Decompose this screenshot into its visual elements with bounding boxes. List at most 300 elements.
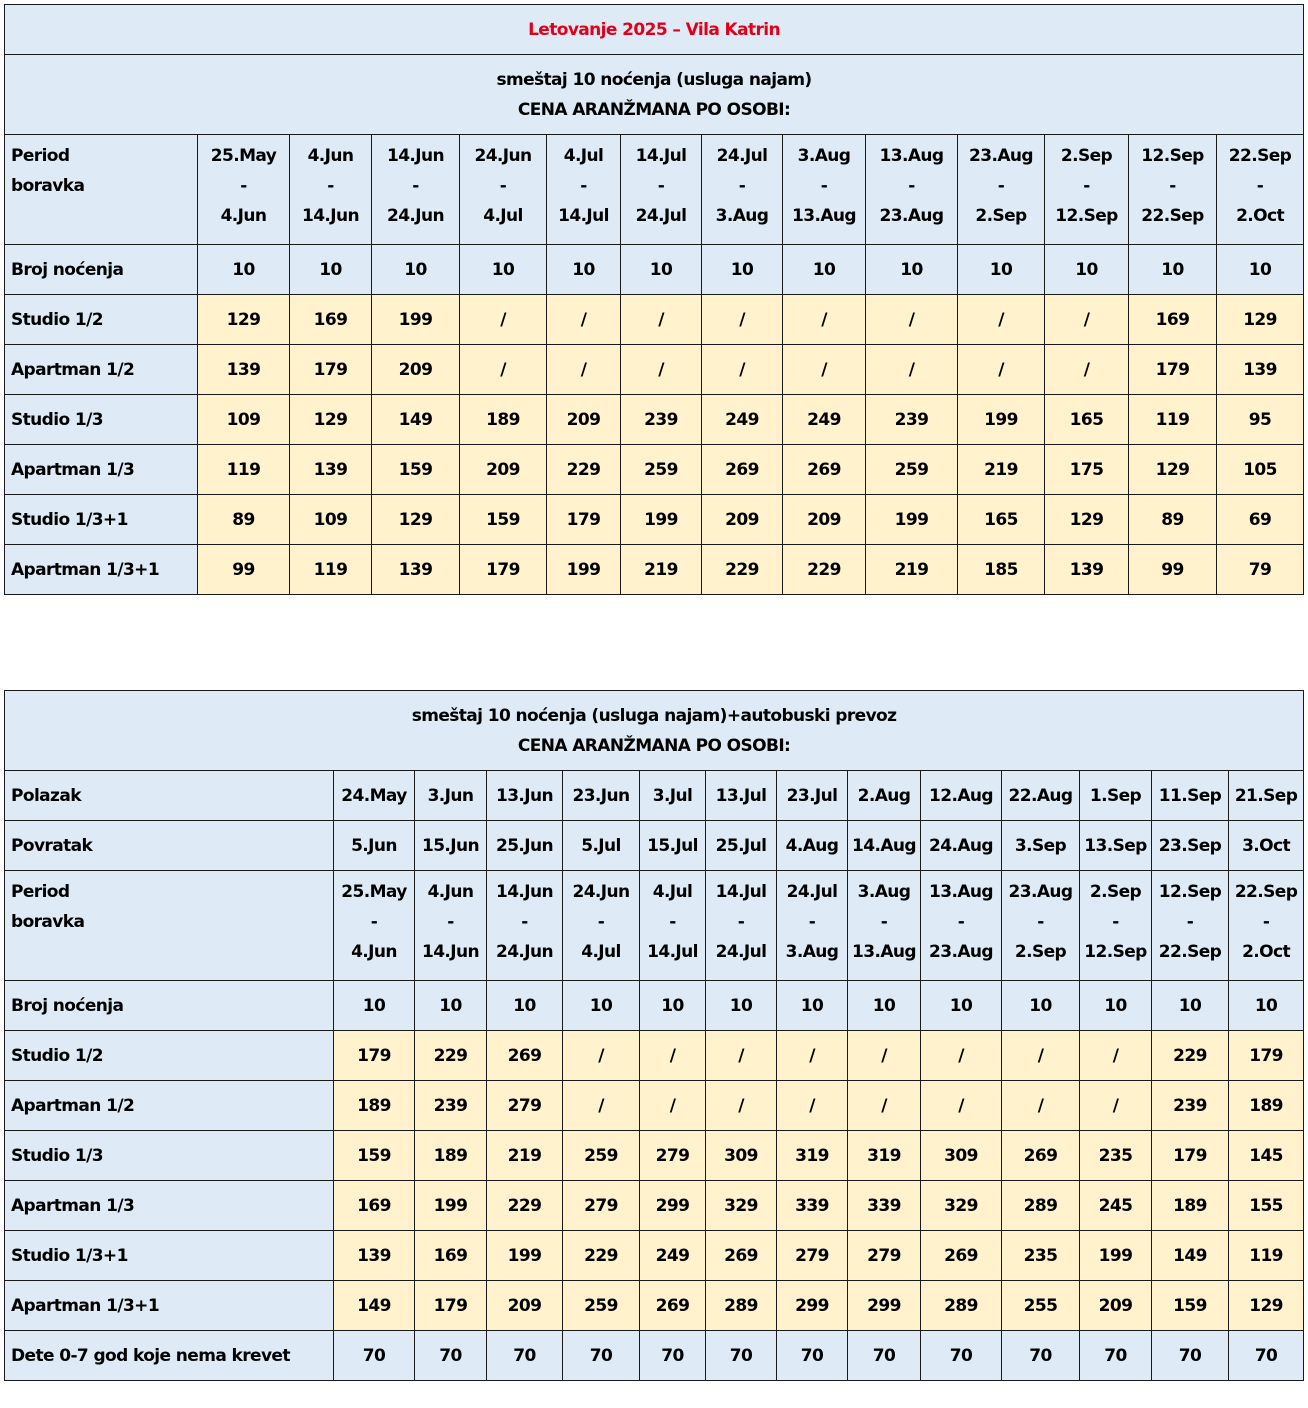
price-cell: 199: [372, 295, 460, 345]
period-row: [5, 871, 1304, 981]
period-to: 23.Aug: [929, 942, 993, 962]
price-cell: 139: [334, 1231, 415, 1281]
price-cell: /: [640, 1081, 706, 1131]
price-cell: /: [1045, 295, 1129, 345]
price-cell: 179: [1229, 1031, 1304, 1081]
price-cell: 175: [1045, 445, 1129, 495]
price-cell: 299: [640, 1181, 706, 1231]
price-cell: 245: [1080, 1181, 1152, 1231]
return-cell: 3.Oct: [1229, 821, 1304, 871]
price-cell: 319: [848, 1131, 921, 1181]
price-cell: /: [958, 295, 1045, 345]
period-sep: -: [412, 176, 419, 196]
nights-cell: 10: [866, 245, 958, 295]
price-cell: /: [702, 345, 783, 395]
price-cell: 269: [640, 1281, 706, 1331]
period-from: 12.Sep: [1158, 882, 1222, 902]
child-price-cell: 70: [1229, 1331, 1304, 1381]
period-cell: [640, 871, 706, 981]
period-cell: [198, 135, 290, 245]
price-cell: 189: [1229, 1081, 1304, 1131]
nights-cell: 10: [621, 245, 702, 295]
price-cell: /: [848, 1081, 921, 1131]
price-cell: 189: [415, 1131, 487, 1181]
price-cell: /: [547, 295, 621, 345]
price-cell: /: [783, 345, 866, 395]
departure-cell: 22.Aug: [1002, 771, 1080, 821]
period-to: 24.Jul: [715, 942, 767, 962]
period-from: 25.May: [341, 882, 407, 902]
period-to: 22.Sep: [1158, 942, 1222, 962]
nights-cell: 10: [777, 981, 848, 1031]
price-cell: 79: [1217, 545, 1304, 595]
price-cell: 199: [866, 495, 958, 545]
price-cell: 279: [640, 1131, 706, 1181]
period-from: 4.Jul: [563, 146, 604, 166]
nights-cell: 10: [198, 245, 290, 295]
period-sep: -: [820, 176, 828, 196]
period-row: [5, 135, 1304, 245]
period-from: 14.Jun: [386, 146, 445, 166]
price-cell: 259: [563, 1281, 640, 1331]
period-cell: [1002, 871, 1080, 981]
departure-cell: 13.Jul: [706, 771, 777, 821]
period-to: 22.Sep: [1141, 206, 1204, 226]
nights-cell: 10: [1080, 981, 1152, 1031]
price-cell: /: [1002, 1081, 1080, 1131]
period-from: 24.Jun: [572, 882, 630, 902]
price-cell: 129: [1229, 1281, 1304, 1331]
price-cell: 229: [415, 1031, 487, 1081]
row-label: Broj noćenja: [5, 245, 198, 295]
departure-cell: 2.Aug: [848, 771, 921, 821]
period-to: 14.Jun: [301, 206, 360, 226]
price-cell: 259: [563, 1131, 640, 1181]
child-price-cell: 70: [1080, 1331, 1152, 1381]
departure-cell: 23.Jul: [777, 771, 848, 821]
period-from: 14.Jul: [715, 882, 767, 902]
period-sep: -: [521, 912, 528, 932]
table-row: [5, 545, 1304, 595]
price-cell: 169: [334, 1181, 415, 1231]
table-row: [5, 495, 1304, 545]
price-cell: 149: [334, 1281, 415, 1331]
price-cell: 99: [198, 545, 290, 595]
period-to: 2.Sep: [975, 206, 1027, 226]
period-sep: -: [880, 912, 888, 932]
period-sep: -: [669, 912, 676, 932]
period-sep: -: [1262, 912, 1270, 932]
child-price-cell: 70: [921, 1331, 1002, 1381]
period-sep: -: [957, 912, 965, 932]
price-cell: 155: [1229, 1181, 1304, 1231]
period-from: 13.Aug: [929, 882, 993, 902]
nights-cell: 10: [1002, 981, 1080, 1031]
period-from: 24.Jul: [716, 146, 768, 166]
table-row: [5, 1081, 1304, 1131]
price-cell: 229: [1152, 1031, 1229, 1081]
table-row: [5, 1031, 1304, 1081]
period-from: 3.Aug: [797, 146, 851, 166]
period-from: 4.Jun: [307, 146, 354, 166]
period-to: 12.Sep: [1055, 206, 1118, 226]
price-cell: 289: [1002, 1181, 1080, 1231]
price-cell: 249: [783, 395, 866, 445]
row-label: Apartman 1/3: [5, 445, 198, 495]
table-subtitle-row: [5, 55, 1304, 135]
price-cell: 159: [1152, 1281, 1229, 1331]
price-cell: /: [866, 295, 958, 345]
nights-cell: 10: [372, 245, 460, 295]
price-cell: 339: [848, 1181, 921, 1231]
price-cell: 169: [1129, 295, 1217, 345]
price-cell: 249: [640, 1231, 706, 1281]
period-sep: -: [1186, 912, 1194, 932]
price-cell: 199: [1080, 1231, 1152, 1281]
price-cell: 229: [547, 445, 621, 495]
return-cell: 5.Jun: [334, 821, 415, 871]
price-cell: 149: [1152, 1231, 1229, 1281]
period-to: 13.Aug: [792, 206, 856, 226]
row-label: Dete 0-7 god koje nema krevet: [5, 1331, 334, 1381]
price-cell: 339: [777, 1181, 848, 1231]
nights-cell: 10: [487, 981, 563, 1031]
price-cell: 299: [848, 1281, 921, 1331]
price-cell: /: [563, 1081, 640, 1131]
row-label: Apartman 1/3: [5, 1181, 334, 1231]
price-cell: 329: [921, 1181, 1002, 1231]
departure-row: [5, 771, 1304, 821]
period-sep: -: [997, 176, 1005, 196]
period-to: 23.Aug: [879, 206, 944, 226]
return-cell: 23.Sep: [1152, 821, 1229, 871]
return-cell: 13.Sep: [1080, 821, 1152, 871]
price-cell: 199: [487, 1231, 563, 1281]
price-cell: 69: [1217, 495, 1304, 545]
period-sep: -: [370, 912, 378, 932]
price-cell: 99: [1129, 545, 1217, 595]
return-cell: 24.Aug: [921, 821, 1002, 871]
table-row: [5, 295, 1304, 345]
subtitle-line: smeštaj 10 noćenja (usluga najam)+autobuski prevoz: [411, 705, 897, 726]
row-label: Studio 1/2: [5, 295, 198, 345]
price-cell: 209: [783, 495, 866, 545]
period-cell: [777, 871, 848, 981]
child-price-cell: 70: [487, 1331, 563, 1381]
return-cell: 5.Jul: [563, 821, 640, 871]
price-cell: 159: [334, 1131, 415, 1181]
price-cell: 199: [415, 1181, 487, 1231]
period-from: 4.Jul: [652, 882, 693, 902]
period-cell: [1080, 871, 1152, 981]
period-label-line: boravka: [11, 176, 85, 196]
price-cell: 139: [1045, 545, 1129, 595]
price-cell: /: [621, 345, 702, 395]
departure-cell: 3.Jun: [415, 771, 487, 821]
price-cell: 189: [334, 1081, 415, 1131]
period-sep: -: [447, 912, 454, 932]
child-price-cell: 70: [415, 1331, 487, 1381]
period-to: 14.Jul: [647, 942, 698, 962]
subtitle-line: CENA ARANŽMANA PO OSOBI:: [517, 735, 791, 756]
nights-cell: 10: [1045, 245, 1129, 295]
period-from: 14.Jun: [495, 882, 554, 902]
period-to: 24.Jun: [386, 206, 445, 226]
nights-cell: 10: [547, 245, 621, 295]
price-cell: /: [777, 1081, 848, 1131]
price-cell: 179: [415, 1281, 487, 1331]
price-cell: 289: [921, 1281, 1002, 1331]
price-cell: 179: [460, 545, 547, 595]
period-cell: [848, 871, 921, 981]
price-cell: 129: [290, 395, 372, 445]
price-cell: /: [1080, 1031, 1152, 1081]
nights-cell: 10: [1217, 245, 1304, 295]
price-cell: 209: [1080, 1281, 1152, 1331]
price-cell: 185: [958, 545, 1045, 595]
price-cell: 255: [1002, 1281, 1080, 1331]
period-cell: [783, 135, 866, 245]
page-title: Letovanje 2025 – Vila Katrin: [5, 5, 1304, 55]
period-cell: [460, 135, 547, 245]
return-cell: 25.Jul: [706, 821, 777, 871]
nights-cell: 10: [1129, 245, 1217, 295]
price-cell: 279: [777, 1231, 848, 1281]
period-sep: -: [1256, 176, 1264, 196]
period-from: 24.Jun: [474, 146, 532, 166]
subtitle-line: smeštaj 10 noćenja (usluga najam): [496, 69, 812, 90]
price-cell: 259: [866, 445, 958, 495]
price-cell: 269: [702, 445, 783, 495]
period-cell: [487, 871, 563, 981]
table-subtitle: [5, 691, 1304, 771]
period-cell: [334, 871, 415, 981]
departure-cell: 21.Sep: [1229, 771, 1304, 821]
price-cell: 289: [706, 1281, 777, 1331]
period-from: 22.Sep: [1228, 146, 1292, 166]
price-cell: 169: [290, 295, 372, 345]
price-cell: 199: [547, 545, 621, 595]
period-to: 4.Jul: [581, 942, 621, 962]
row-label: [5, 871, 334, 981]
price-cell: 179: [334, 1031, 415, 1081]
price-table-with-bus: [4, 690, 1304, 1381]
departure-cell: 1.Sep: [1080, 771, 1152, 821]
child-row: [5, 1331, 1304, 1381]
price-cell: 239: [415, 1081, 487, 1131]
period-sep: -: [499, 176, 507, 196]
period-from: 3.Aug: [857, 882, 911, 902]
nights-cell: 10: [848, 981, 921, 1031]
period-to: 2.Oct: [1236, 206, 1285, 226]
row-label: Studio 1/3+1: [5, 1231, 334, 1281]
price-cell: 119: [1229, 1231, 1304, 1281]
period-cell: [1129, 135, 1217, 245]
period-sep: -: [240, 176, 247, 196]
period-to: 13.Aug: [852, 942, 916, 962]
nights-cell: 10: [640, 981, 706, 1031]
child-price-cell: 70: [640, 1331, 706, 1381]
row-label: Broj noćenja: [5, 981, 334, 1031]
price-cell: 235: [1002, 1231, 1080, 1281]
period-cell: [958, 135, 1045, 245]
price-cell: 209: [372, 345, 460, 395]
return-cell: 15.Jun: [415, 821, 487, 871]
price-cell: 279: [487, 1081, 563, 1131]
price-cell: 299: [777, 1281, 848, 1331]
price-cell: 179: [290, 345, 372, 395]
table-row: [5, 1281, 1304, 1331]
period-cell: [372, 135, 460, 245]
child-price-cell: 70: [1152, 1331, 1229, 1381]
period-cell: [563, 871, 640, 981]
price-cell: 109: [198, 395, 290, 445]
table-row: [5, 1181, 1304, 1231]
child-price-cell: 70: [334, 1331, 415, 1381]
price-cell: /: [702, 295, 783, 345]
price-cell: 269: [706, 1231, 777, 1281]
price-cell: 119: [1129, 395, 1217, 445]
price-cell: 119: [198, 445, 290, 495]
price-cell: 169: [415, 1231, 487, 1281]
price-cell: 269: [487, 1031, 563, 1081]
nights-cell: 10: [783, 245, 866, 295]
price-cell: /: [706, 1031, 777, 1081]
price-cell: 139: [1217, 345, 1304, 395]
row-label: Apartman 1/2: [5, 345, 198, 395]
child-price-cell: 70: [1002, 1331, 1080, 1381]
nights-cell: 10: [334, 981, 415, 1031]
child-price-cell: 70: [706, 1331, 777, 1381]
price-cell: /: [547, 345, 621, 395]
price-cell: 309: [706, 1131, 777, 1181]
table-row: [5, 1131, 1304, 1181]
period-to: 2.Sep: [1014, 942, 1067, 962]
price-cell: 179: [1152, 1131, 1229, 1181]
child-price-cell: 70: [777, 1331, 848, 1381]
row-label: Polazak: [5, 771, 334, 821]
nights-cell: 10: [290, 245, 372, 295]
price-cell: /: [921, 1031, 1002, 1081]
price-cell: /: [958, 345, 1045, 395]
price-cell: 139: [290, 445, 372, 495]
price-cell: 239: [621, 395, 702, 445]
price-cell: 219: [621, 545, 702, 595]
price-cell: 139: [198, 345, 290, 395]
price-cell: 105: [1217, 445, 1304, 495]
price-cell: 229: [563, 1231, 640, 1281]
departure-cell: 12.Aug: [921, 771, 1002, 821]
period-sep: -: [1169, 176, 1176, 196]
period-cell: [702, 135, 783, 245]
price-cell: /: [640, 1031, 706, 1081]
table-row: [5, 395, 1304, 445]
period-to: 4.Jul: [483, 206, 523, 226]
nights-cell: 10: [460, 245, 547, 295]
price-cell: 259: [621, 445, 702, 495]
price-cell: 159: [372, 445, 460, 495]
nights-cell: 10: [563, 981, 640, 1031]
price-cell: 145: [1229, 1131, 1304, 1181]
departure-cell: 24.May: [334, 771, 415, 821]
period-sep: -: [327, 176, 334, 196]
price-cell: 149: [372, 395, 460, 445]
period-cell: [1152, 871, 1229, 981]
departure-cell: 23.Jun: [563, 771, 640, 821]
price-cell: 209: [547, 395, 621, 445]
nights-cell: 10: [706, 981, 777, 1031]
price-cell: 219: [958, 445, 1045, 495]
period-to: 2.Oct: [1242, 942, 1291, 962]
row-label: Studio 1/3: [5, 1131, 334, 1181]
row-label: Apartman 1/2: [5, 1081, 334, 1131]
period-from: 22.Sep: [1234, 882, 1298, 902]
price-cell: 269: [1002, 1131, 1080, 1181]
period-from: 13.Aug: [879, 146, 944, 166]
price-cell: 89: [1129, 495, 1217, 545]
price-cell: 129: [372, 495, 460, 545]
period-cell: [621, 135, 702, 245]
price-cell: 209: [702, 495, 783, 545]
price-cell: 129: [198, 295, 290, 345]
price-cell: 239: [1152, 1081, 1229, 1131]
table-row: [5, 345, 1304, 395]
period-to: 12.Sep: [1084, 942, 1147, 962]
price-cell: /: [706, 1081, 777, 1131]
price-cell: /: [1045, 345, 1129, 395]
period-from: 24.Jul: [786, 882, 838, 902]
nights-cell: 10: [921, 981, 1002, 1031]
subtitle-line: CENA ARANŽMANA PO OSOBI:: [517, 99, 791, 120]
period-to: 4.Jun: [220, 206, 267, 226]
period-cell: [1217, 135, 1304, 245]
price-cell: 209: [487, 1281, 563, 1331]
period-sep: -: [1037, 912, 1044, 932]
price-cell: 239: [866, 395, 958, 445]
period-cell: [1229, 871, 1304, 981]
return-cell: 4.Aug: [777, 821, 848, 871]
nights-cell: 10: [415, 981, 487, 1031]
return-row: [5, 821, 1304, 871]
price-cell: /: [783, 295, 866, 345]
price-table-accommodation: [4, 4, 1304, 595]
price-cell: 279: [563, 1181, 640, 1231]
period-cell: [290, 135, 372, 245]
row-label: [5, 135, 198, 245]
price-cell: /: [1080, 1081, 1152, 1131]
price-cell: 319: [777, 1131, 848, 1181]
price-cell: /: [1002, 1031, 1080, 1081]
period-sep: -: [657, 176, 665, 196]
nights-cell: 10: [702, 245, 783, 295]
period-sep: -: [1112, 912, 1119, 932]
period-label-line: Period: [11, 882, 70, 902]
nights-cell: 10: [1229, 981, 1304, 1031]
nights-row: [5, 981, 1304, 1031]
price-cell: 129: [1217, 295, 1304, 345]
row-label: Studio 1/3+1: [5, 495, 198, 545]
price-cell: 165: [1045, 395, 1129, 445]
nights-cell: 10: [958, 245, 1045, 295]
period-cell: [415, 871, 487, 981]
price-cell: 209: [460, 445, 547, 495]
return-cell: 25.Jun: [487, 821, 563, 871]
period-to: 14.Jun: [421, 942, 480, 962]
price-cell: 269: [783, 445, 866, 495]
return-cell: 14.Aug: [848, 821, 921, 871]
departure-cell: 11.Sep: [1152, 771, 1229, 821]
return-cell: 3.Sep: [1002, 821, 1080, 871]
